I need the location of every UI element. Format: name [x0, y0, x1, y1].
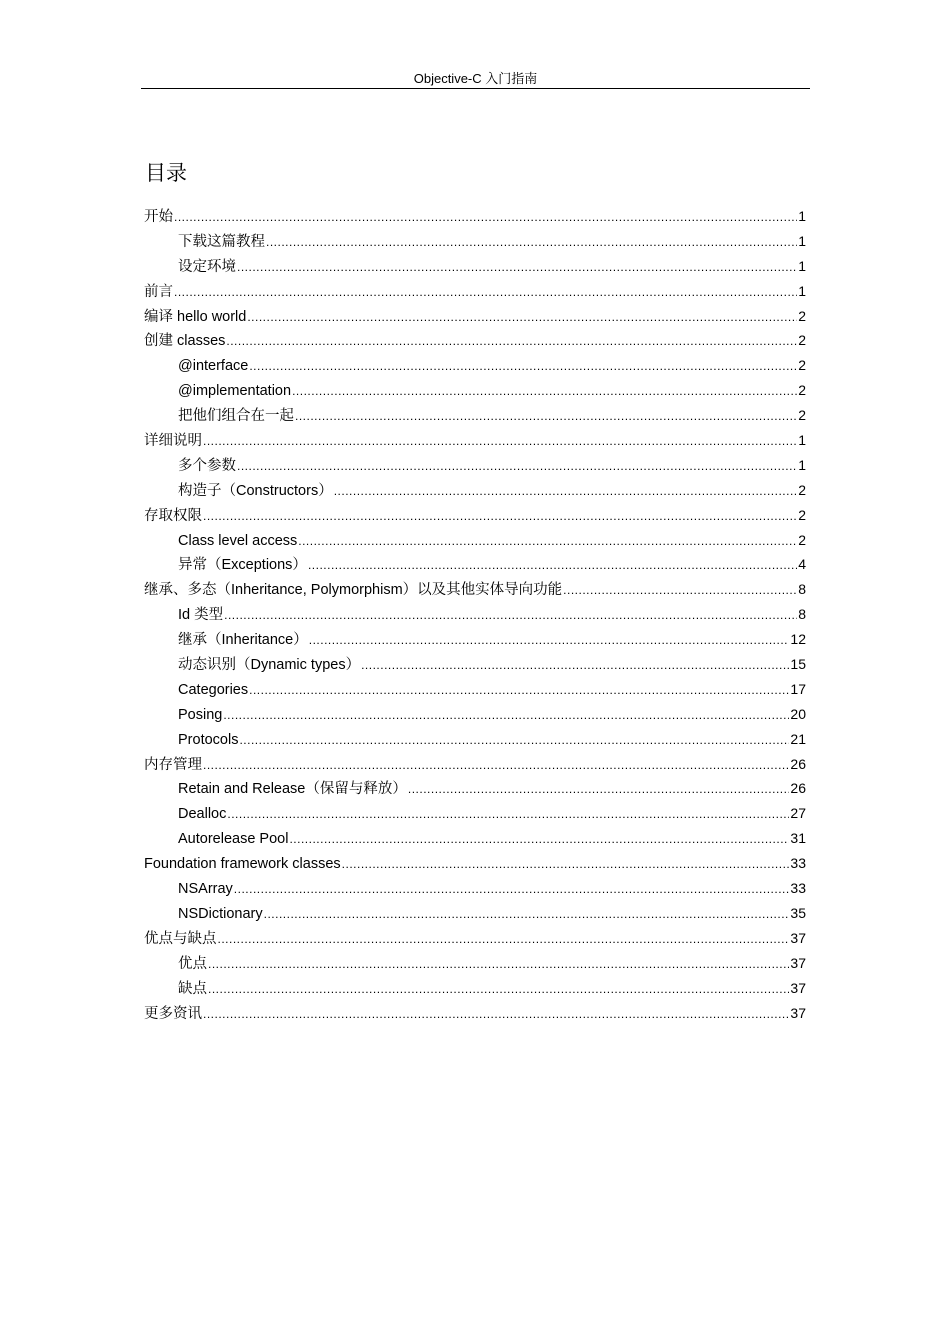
toc-dot-leader — [203, 429, 797, 454]
toc-dot-leader — [298, 529, 797, 554]
toc-entry[interactable] — [144, 901, 806, 926]
toc-entry-label: @implementation — [178, 383, 292, 400]
toc-entry-label: 创建 classes — [144, 333, 226, 350]
toc-entry-label: 把他们组合在一起 — [178, 408, 294, 425]
toc-dot-leader — [289, 827, 789, 852]
toc-entry-label: 前言 — [144, 283, 173, 300]
toc-dot-leader — [334, 479, 798, 504]
toc-entry-label: Posing — [178, 706, 223, 723]
toc-entry-label: 编译 hello world — [144, 308, 247, 325]
toc-entry-page-number: 37 — [790, 954, 806, 971]
toc-entry-label: 继承、多态（Inheritance, Polymorphism）以及其他实体导向功能 — [144, 582, 563, 599]
toc-entry[interactable] — [144, 702, 806, 727]
page-header: Objective-C 入门指南 — [413, 71, 538, 86]
toc-entry-page-number: 21 — [790, 730, 806, 747]
toc-entry[interactable] — [144, 776, 806, 801]
toc-entry[interactable] — [144, 801, 806, 826]
toc-entry[interactable] — [144, 926, 806, 951]
toc-dot-leader — [174, 280, 797, 305]
toc-entry-page-number: 15 — [790, 656, 806, 673]
toc-entry-label: 继承（Inheritance） — [178, 632, 308, 649]
toc-entry-page-number: 1 — [798, 282, 806, 299]
toc-entry[interactable] — [144, 1001, 806, 1026]
toc-entry-page-number: 31 — [790, 830, 806, 847]
toc-dot-leader — [563, 578, 797, 603]
toc-dot-leader — [308, 553, 797, 578]
toc-entry[interactable] — [144, 428, 806, 453]
toc-dot-leader — [309, 628, 790, 653]
toc-entry-label: @interface — [178, 358, 249, 375]
toc-dot-leader — [361, 653, 789, 678]
toc-entry-label: NSDictionary — [178, 905, 263, 922]
toc-entry-label: Id 类型 — [178, 607, 224, 624]
toc-entry-page-number: 35 — [790, 904, 806, 921]
toc-entry-label: 开始 — [144, 209, 173, 225]
toc-entry-label: Retain and Release（保留与释放） — [178, 781, 407, 798]
table-of-contents — [144, 204, 806, 1025]
toc-dot-leader — [237, 255, 797, 280]
toc-dot-leader — [203, 753, 789, 778]
toc-dot-leader — [295, 404, 797, 429]
toc-entry-label: 更多资讯 — [144, 1005, 202, 1022]
toc-entry-label: Protocols — [178, 731, 239, 748]
toc-entry-page-number: 37 — [790, 979, 806, 996]
toc-entry[interactable] — [144, 577, 806, 602]
toc-dot-leader — [208, 977, 789, 1002]
toc-entry-page-number: 37 — [790, 929, 806, 946]
toc-dot-leader — [227, 802, 789, 827]
toc-dot-leader — [174, 205, 797, 230]
toc-entry-label: 详细说明 — [144, 433, 202, 450]
toc-entry[interactable] — [144, 453, 806, 478]
toc-entry[interactable] — [144, 727, 806, 752]
toc-entry-page-number: 2 — [798, 407, 806, 424]
toc-entry-page-number: 33 — [790, 880, 806, 897]
header-rule — [141, 88, 810, 89]
toc-entry[interactable] — [144, 826, 806, 851]
toc-entry-page-number: 26 — [790, 780, 806, 797]
toc-dot-leader — [264, 902, 790, 927]
toc-entry[interactable] — [144, 328, 806, 353]
toc-dot-leader — [292, 379, 797, 404]
toc-dot-leader — [203, 504, 797, 529]
toc-entry[interactable] — [144, 229, 806, 254]
toc-entry-page-number: 2 — [798, 506, 806, 523]
toc-entry-label: Foundation framework classes — [144, 856, 341, 873]
toc-dot-leader — [408, 777, 790, 802]
toc-entry-page-number: 2 — [798, 307, 806, 324]
toc-entry[interactable] — [144, 528, 806, 553]
toc-dot-leader — [203, 1002, 789, 1027]
toc-entry-page-number: 1 — [798, 208, 806, 224]
toc-entry[interactable] — [144, 951, 806, 976]
toc-entry[interactable] — [144, 279, 806, 304]
toc-dot-leader — [247, 305, 797, 330]
toc-entry-page-number: 8 — [798, 606, 806, 623]
toc-entry-page-number: 1 — [798, 456, 806, 473]
toc-dot-leader — [342, 852, 790, 877]
toc-dot-leader — [237, 454, 797, 479]
toc-entry[interactable] — [144, 602, 806, 627]
toc-entry-page-number: 26 — [790, 755, 806, 772]
toc-entry[interactable] — [144, 478, 806, 503]
toc-entry-label: 设定环境 — [178, 258, 236, 275]
toc-entry-page-number: 2 — [798, 481, 806, 498]
toc-entry[interactable] — [144, 552, 806, 577]
toc-entry-label: 存取权限 — [144, 507, 202, 524]
toc-entry-page-number: 4 — [798, 556, 806, 573]
toc-entry-page-number: 2 — [798, 382, 806, 399]
toc-entry-label: NSArray — [178, 881, 233, 898]
toc-dot-leader — [208, 952, 789, 977]
toc-entry-label: 动态识别（Dynamic types） — [178, 657, 361, 674]
toc-entry-page-number: 2 — [798, 332, 806, 349]
toc-entry-page-number: 17 — [790, 680, 806, 697]
toc-entry[interactable] — [144, 976, 806, 1001]
toc-entry[interactable] — [144, 652, 806, 677]
toc-entry-label: 缺点 — [178, 980, 207, 997]
toc-entry[interactable] — [144, 353, 806, 378]
toc-entry-label: Dealloc — [178, 806, 227, 823]
toc-entry[interactable] — [144, 627, 806, 652]
toc-entry[interactable] — [144, 677, 806, 702]
toc-entry[interactable] — [144, 851, 806, 876]
toc-entry-label: 内存管理 — [144, 756, 202, 773]
toc-entry-page-number: 2 — [798, 531, 806, 548]
toc-entry-label: 构造子（Constructors） — [178, 482, 333, 499]
toc-dot-leader — [234, 877, 790, 902]
toc-dot-leader — [226, 329, 797, 354]
toc-entry[interactable] — [144, 752, 806, 777]
toc-entry[interactable] — [144, 876, 806, 901]
toc-entry-page-number: 37 — [790, 1004, 806, 1021]
toc-entry[interactable] — [144, 378, 806, 403]
toc-entry[interactable] — [144, 503, 806, 528]
toc-dot-leader — [224, 603, 797, 628]
toc-dot-leader — [266, 230, 797, 255]
toc-dot-leader — [249, 354, 797, 379]
toc-entry-page-number: 27 — [790, 805, 806, 822]
toc-dot-leader — [249, 678, 789, 703]
toc-entry-label: 多个参数 — [178, 457, 236, 474]
toc-entry-label: 异常（Exceptions） — [178, 557, 307, 574]
toc-entry-page-number: 12 — [790, 631, 806, 648]
toc-dot-leader — [239, 728, 789, 753]
toc-entry-page-number: 8 — [798, 581, 806, 598]
toc-entry-page-number: 1 — [798, 232, 806, 249]
toc-entry-label: Categories — [178, 681, 249, 698]
toc-entry-page-number: 1 — [798, 257, 806, 274]
toc-entry-label: 优点与缺点 — [144, 930, 217, 947]
toc-entry-page-number: 33 — [790, 855, 806, 872]
toc-entry-page-number: 20 — [790, 705, 806, 722]
toc-entry[interactable] — [144, 204, 806, 229]
toc-entry-label: 下载这篇教程 — [178, 233, 265, 250]
toc-entry[interactable] — [144, 254, 806, 279]
toc-dot-leader — [223, 703, 789, 728]
toc-dot-leader — [218, 927, 790, 952]
toc-entry-page-number: 1 — [798, 432, 806, 449]
toc-entry[interactable] — [144, 403, 806, 428]
toc-title: 目录 — [145, 161, 187, 185]
toc-entry-label: Autorelease Pool — [178, 831, 289, 848]
toc-entry-label: 优点 — [178, 955, 207, 972]
toc-entry-page-number: 2 — [798, 357, 806, 374]
toc-entry-label: Class level access — [178, 532, 298, 549]
toc-entry[interactable] — [144, 304, 806, 329]
